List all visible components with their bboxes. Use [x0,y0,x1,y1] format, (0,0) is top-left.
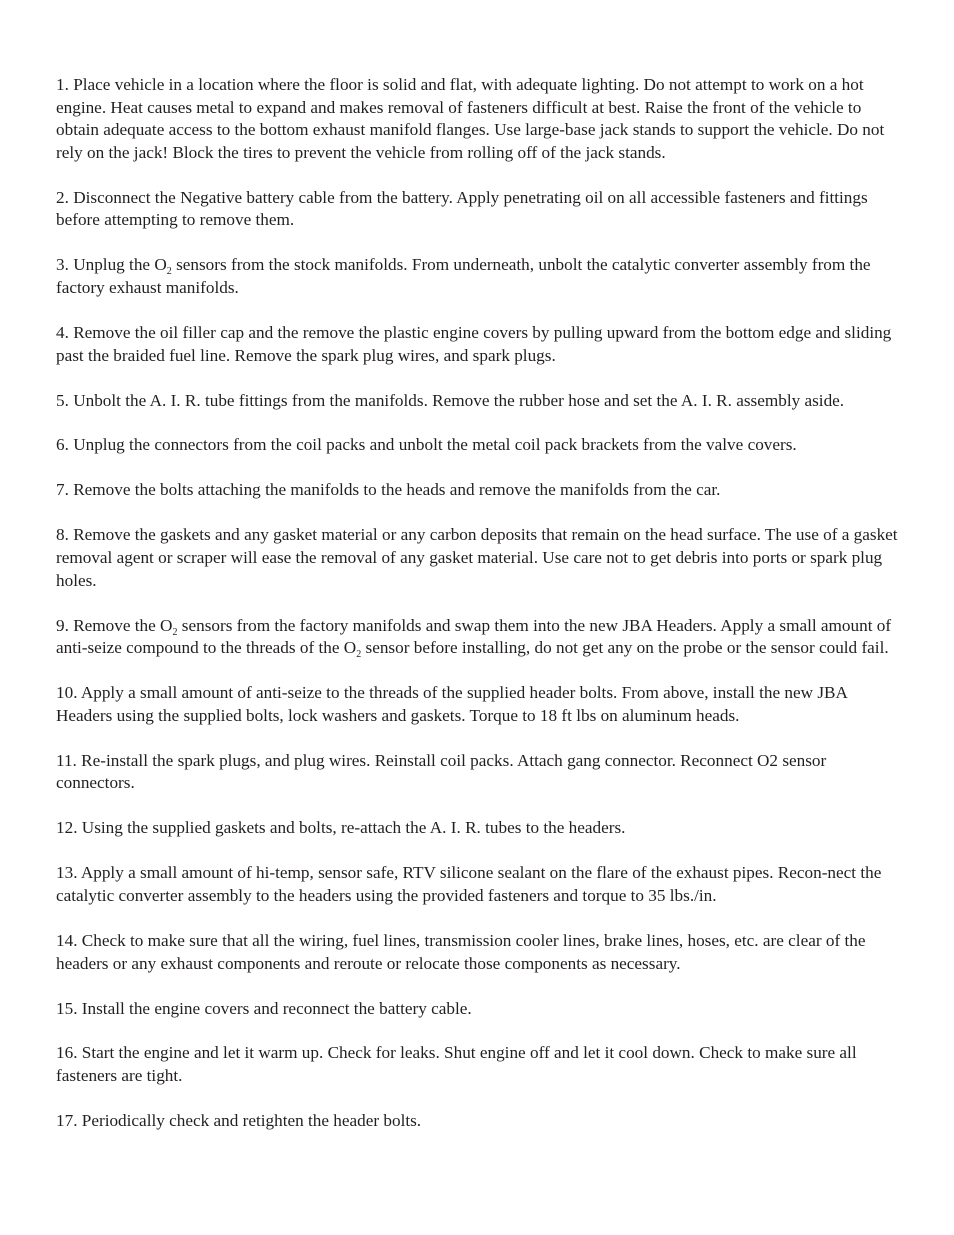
step-text: sensors from the factory manifolds and swap them into the new JBA Headers. Apply a small amount of anti-seize compound to the threads of the O [56,615,892,658]
step-11 [56,750,901,795]
step-6 [56,434,901,457]
step-7 [56,479,901,502]
step-1 [56,74,901,164]
step-text: 11. Re-install the spark plugs, and plug wires. Reinstall coil packs. Attach gang connector. Reconnect O2 sensor connectors. [56,750,827,793]
step-17 [56,1110,901,1133]
step-9 [56,615,901,660]
subscript: 2 [166,266,172,278]
step-text: 4. Remove the oil filler cap and the remove the plastic engine covers by pulling upward from the bottom edge and sliding past the braided fuel line. Remove the spark plug wires, and spark plugs. [56,322,892,365]
step-10 [56,682,901,727]
step-2 [56,187,901,232]
step-12 [56,817,901,840]
step-13 [56,862,901,907]
step-4 [56,322,901,367]
step-14 [56,930,901,975]
step-text: 3. Unplug the O [56,255,167,275]
step-text: 6. Unplug the connectors from the coil packs and unbolt the metal coil pack brackets from the valve covers. [56,435,797,455]
step-text: 5. Unbolt the A. I. R. tube fittings from the manifolds. Remove the rubber hose and set the A. I. R. assembly aside. [56,390,845,410]
step-text: 1. Place vehicle in a location where the floor is solid and flat, with adequate lighting. Do not attempt to work on a hot engine. Heat causes metal to expand and makes removal of fasteners difficult at best. Raise the front of the vehicle to obtain adequate access to the bottom exhaust manifold flanges. Use large-base jack stands to support the vehicle. Do not rely on the jack! Block the tires to prevent the vehicle from rolling off of the jack stands. [56,75,885,162]
instruction-list [56,74,901,1155]
step-text: sensors from the stock manifolds. From underneath, unbolt the catalytic converter assembly from the factory exhaust manifolds. [56,255,871,297]
step-text: 15. Install the engine covers and reconnect the battery cable. [56,998,472,1018]
step-text: 10. Apply a small amount of anti-seize to the threads of the supplied header bolts. From above, install the new JBA Headers using the supplied bolts, lock washers and gaskets. Torque to 18 ft lbs on aluminum heads. [56,683,847,725]
step-text: 2. Disconnect the Negative battery cable from the battery. Apply penetrating oil on all accessible fasteners and fittings before attempting to remove them. [56,187,868,230]
step-5 [56,390,901,413]
step-text: 17. Periodically check and retighten the header bolts. [56,1111,422,1131]
step-text: 12. Using the supplied gaskets and bolts, re-attach the A. I. R. tubes to the headers. [56,818,626,838]
step-text: 8. Remove the gaskets and any gasket material or any carbon deposits that remain on the head surface. The use of a gasket removal agent or scraper will ease the removal of any gasket material. Use care not to get debris into ports or spark plug holes. [56,525,898,590]
step-text: sensor before installing, do not get any on the probe or the sensor could fail. [361,638,889,658]
subscript: 2 [172,626,178,638]
step-8 [56,524,901,592]
step-text: 7. Remove the bolts attaching the manifolds to the heads and remove the manifolds from the car. [56,480,721,500]
step-text: 13. Apply a small amount of hi-temp, sensor safe, RTV silicone sealant on the flare of the exhaust pipes. Recon-nect the catalytic converter assembly to the headers using the provided fasteners and torque to 35 lbs./in. [56,863,882,905]
step-text: 16. Start the engine and let it warm up. Check for leaks. Shut engine off and let it cool down. Check to make sure all fasteners are tight. [56,1043,857,1086]
subscript: 2 [356,649,362,661]
step-16 [56,1042,901,1087]
step-3 [56,254,901,299]
step-text: 14. Check to make sure that all the wiring, fuel lines, transmission cooler lines, brake lines, hoses, etc. are clear of the headers or any exhaust components and reroute or relocate those components as necessary. [56,930,866,973]
step-text: 9. Remove the O [56,615,173,635]
step-15 [56,998,901,1021]
